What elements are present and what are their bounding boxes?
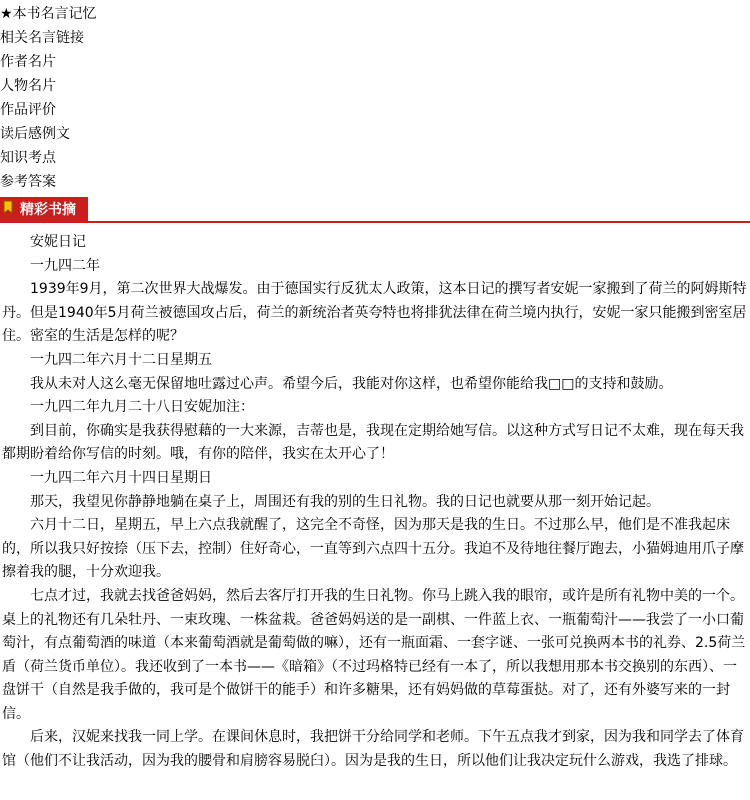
nav-link-label: 本书名言记忆 [12, 6, 97, 22]
nav-link-related-quotes[interactable] [0, 26, 750, 50]
excerpt-paragraph: 一九四二年 [30, 257, 100, 274]
excerpt-paragraph: 一九四二年九月二十八日安妮加注： [30, 399, 254, 416]
excerpt-paragraph: 六月十二日，星期五，早上六点我就醒了，这完全不奇怪，因为那天是我的生日。不过那么早，他们是不准我起床的，所以我只好按捺（压下去，控制）住好奇心，一直等到六点四十五分。我迫不及待地往餐厅跑去，小猫姆迪用爪子摩擦着我的腿，十分欢迎我。 [2, 517, 744, 581]
star-icon: ★ [0, 6, 13, 22]
nav-link-answers[interactable] [0, 170, 750, 194]
nav-link-author-card[interactable] [0, 50, 750, 74]
book-excerpt [0, 223, 750, 774]
nav-link-label: 作品评价 [0, 102, 56, 118]
related-links-nav [0, 0, 750, 194]
nav-link-reviews[interactable] [0, 98, 750, 122]
nav-link-label: 相关名言链接 [0, 30, 84, 46]
excerpt-paragraph: 一九四二年六月十四日星期日 [30, 469, 212, 486]
nav-link-essay-examples[interactable] [0, 122, 750, 146]
excerpt-paragraph: 到目前，你确实是我获得慰藉的一大来源，吉蒂也是，我现在定期给她写信。以这种方式写日记不太难，现在每天我都期盼着给你写信的时刻。哦，有你的陪伴，我实在太开心了！ [2, 422, 744, 463]
excerpt-paragraph: 安妮日记 [30, 234, 86, 250]
excerpt-paragraph: 后来，汉妮来找我一同上学。在课间休息时，我把饼干分给同学和老师。下午五点我才到家，因为我和同学去了体育馆（他们不让我活动，因为我的腰骨和肩膀容易脱臼）。因为是我的生日，所以他们让我决定玩什么游戏，我选了排球。 [2, 729, 744, 770]
section-title: 精彩书摘 [20, 202, 76, 218]
excerpt-paragraph: 那天，我望见你静静地躺在桌子上，周围还有我的别的生日礼物。我的日记也就要从那一刻开始记起。 [30, 493, 660, 510]
excerpt-paragraph: 七点才过，我就去找爸爸妈妈，然后去客厅打开我的生日礼物。你马上跳入我的眼帘，或许是所有礼物中美的一个。桌上的礼物还有几朵牡丹、一束玫瑰、一株盆栽。爸爸妈妈送的是一副棋、一件蓝上衣、一瓶葡萄汁——我尝了一小口葡萄汁，有点葡萄酒的味道（本来葡萄酒就是葡萄做的嘛），还有一瓶面霜、一套字谜、一张可兑换两本书的礼券、2.5荷兰盾（荷兰货币单位）。我还收到了一本书——《暗箱》（不过玛格特已经有一本了，所以我想用那本书交换别的东西）、一盘饼干（自然是我手做的，我可是个做饼干的能手）和许多糖果，还有妈妈做的草莓蛋挞。对了，还有外婆写来的一封信。 [2, 587, 746, 722]
section-tab [0, 197, 88, 223]
nav-link-character-card[interactable] [0, 74, 750, 98]
bookmark-icon [2, 200, 14, 216]
excerpt-paragraph: 一九四二年六月十二日星期五 [30, 351, 212, 368]
section-header [0, 197, 750, 223]
nav-link-label: 知识考点 [0, 150, 56, 166]
nav-link-label: 读后感例文 [0, 126, 70, 142]
nav-link-quotes-memory[interactable] [0, 2, 750, 26]
excerpt-paragraph: 1939年9月，第二次世界大战爆发。由于德国实行反犹太人政策，这本日记的撰写者安妮一家搬到了荷兰的阿姆斯特丹。但是1940年5月荷兰被德国攻占后，荷兰的新统治者英夸特也将排犹法律在荷兰境内执行，安妮一家只能搬到密室居住。密室的生活是怎样的呢？ [2, 281, 747, 345]
excerpt-paragraph: 我从未对人这么毫无保留地吐露过心声。希望今后，我能对你这样，也希望你能给我□□的支持和鼓励。 [30, 375, 673, 392]
nav-link-label: 参考答案 [0, 174, 56, 190]
nav-link-knowledge-points[interactable] [0, 146, 750, 170]
nav-link-label: 作者名片 [0, 54, 56, 70]
nav-link-label: 人物名片 [0, 78, 56, 94]
